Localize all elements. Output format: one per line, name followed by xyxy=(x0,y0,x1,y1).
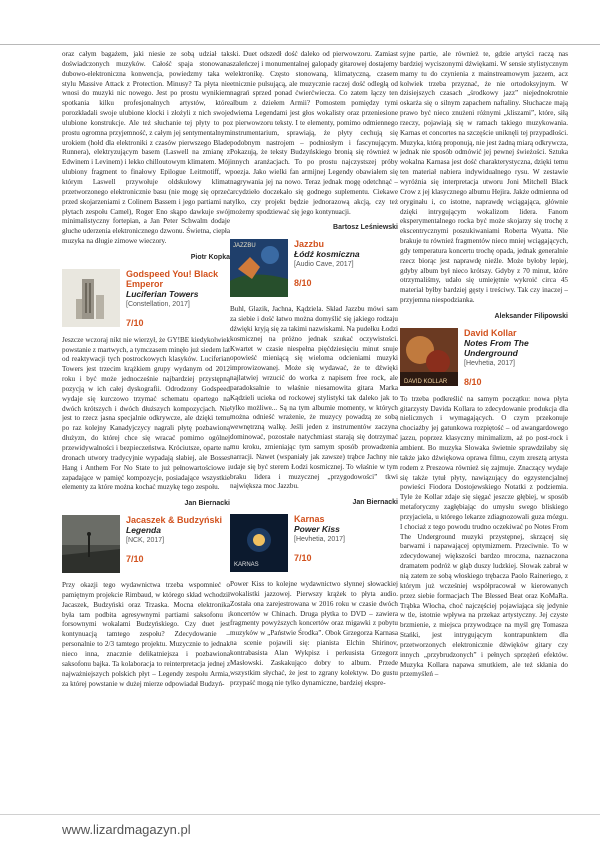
review-author: Bartosz Leśniewski xyxy=(333,224,398,232)
bottom-rule xyxy=(0,814,600,815)
review-text: Jeszcze wczoraj nikt nie wierzył, że GY!BE kiedykolwiek powstanie z martwych, a tymczasem minęło już siedem lat od reaktywacji tych postrockowych klasyków. Luciferian Towers jest trzecim krążkiem grupy wydanym od 2012 roku i być może jednocześnie najbardziej przystępną pozycją w ich całej dyskografii. Odrodzony Godspeed wydaje się kurczowo trzymać schematu opartego na dwóch krótszych i dwóch dłuższych kompozycjach. Nie jest to rzecz jasna specjalnie odkrywcze, ale dzięki temu po raz kolejny Kanadyjczycy nagrali płytę pozbawioną dłużyzn, do której chce się wracać pomimo ogólnej przewidywalności i bezpieczeństwa. Króciutsze, oparte na dronach utwory tradycyjnie wypadają słabiej, ale Bosses Hang i Anthem For No State to już pełnowartościowe i zapadające w pamięć kompozycje, posiadające wszystkie elementy za które można kochać muzykę tego zespołu. xyxy=(62,335,230,492)
review-info xyxy=(126,269,230,328)
review-author: Jan Biernacki xyxy=(184,500,230,508)
review-header xyxy=(230,239,398,297)
review-info xyxy=(126,515,222,573)
column-3 xyxy=(400,50,568,680)
review-score: 7/10 xyxy=(126,554,144,565)
review-text: Power Kiss to kolejne wydawnictwo słynnej słowackiej wokalistki jazzowej. Pierwszy krążek to płyta audio. Została ona zarejestrowana w 2016 roku w czasie dwóch koncertów w Chinach. Druga płytka to DVD – zawiera fragmenty powyższych koncertów oraz migawki z pobytu muzyków w „Państwie Środka”. Obok Grzegorza Karnasa na scenie pojawili się: pianista Elchin Shirinov, kontrabasista Alan Wykpisz i perkusista Grzegorz Masłowski. Zaskakująco dobry to album. Przede wszystkim słychać, że jest to zgrany kolektyw. Do gustu przypaść mogą nie tylko dynamiczne, bardziej ekspre- xyxy=(230,580,398,687)
svg-text:JAZZBU: JAZZBU xyxy=(233,243,256,250)
review-artist: David Kollar xyxy=(464,327,517,338)
review-score: 8/10 xyxy=(464,376,482,387)
review-label: [NCK, 2017] xyxy=(126,537,165,545)
review-score: 7/10 xyxy=(294,553,312,564)
review-text: syjne partie, ale również te, gdzie artyści raczą nas bardziej wyciszonymi dźwiękami. W sensie stylistycznym mamy tu do czynienia z mainstreamowym jazzem, acz kolwiek trzeba przyznać, że nie ortodoksyjnym. W dzisiejszych czasach „środkowy jazz” niejednokrotnie oskarża się o silnym zapachem naftaliny. Słuchacze mają prawo być nieco znużeni różnymi „kliszami”, które, siłą rzeczy, pojawiają się w ramach takiego muzykowania. Karnas et concortes na szczęście uniknęli tej przypadłości. Muzyka, którą proponują, nie jest żadną miarą odkrywcza, jednak nie sposób odmówić jej pewnej świeżości. Sztuka wokalna Karnasa jest dość charakterystyczna, dzięki temu ten materiał nabiera indywidualnego rysu. W zestawie wyróżnia się interpretacja utworu Joni Mitchell Black Crow z jej klasycznego albumu Hejira. Jakże odmienna od oryginału i, co istotne, naprawdę wciągająca, głównie dzięki intrygującym wokalizom lidera. Fanom eksperymentalnego rocka być może skojarzy się trochę z ekscentrycznymi poszukiwaniami Roberta Wyatta. Nie brakuje tu również fragmentów nieco mniej wciągających, gdy temperatura koncertu trochę opada, jednak generalnie rzecz biorąc jest naprawdę nieźle. Może byłoby lepiej, gdyby album był nieco krótszy. Gdyby z 70 minut, które otrzymaliśmy, udało się umiejętnie wykroić circa 45 materiał byłby bardziej gęsty i treściwy. Tak czy inaczej – przyjemna niespodzianka. xyxy=(400,50,568,305)
review-artist: Karnas xyxy=(294,514,325,525)
review-album-title: Luciferian Towers xyxy=(126,288,199,299)
review-score: 7/10 xyxy=(126,317,144,328)
review-info xyxy=(464,328,568,387)
review-album-title: Power Kiss xyxy=(294,524,340,535)
column-2 xyxy=(230,50,398,688)
review-label: [Hevhetia, 2017] xyxy=(464,359,515,367)
review-header xyxy=(400,328,568,387)
review-info xyxy=(294,514,345,572)
review-author: Aleksander Filipowski xyxy=(494,312,568,320)
review-album-title: Notes From The Underground xyxy=(464,337,529,358)
review-score: 8/10 xyxy=(294,278,312,289)
review-text: Buhl, Glazik, Jachna, Kądziela. Skład Jazzbu mówi sam za siebie i dość łatwo można domyślić się jakiego rodzaju dźwięki kryją się za takimi nazwiskami. Na pudełku Łodzi kosmicznej na próżno jednak szukać oczywistości. Kwartet w czasie niespełna pięćdziesięciu minut snuje opowieść mieniącą się wieloma odcieniami muzyki improwizowanej. Może się wydawać, że te dźwięki najlatwiej wrzucić do worka z napisem free rock, ale paradoksalnie to właśnie niesamowita gitara Marka Kądzieli ucieka od rockowej stylistyki tak daleko jak to tylko możliwe... Są na tym albumie momenty, w których można odnieść wrażenie, że muzycy powadzą ze sobą wewnętrzną walkę. Jeśli jeden z instrumentów zaczyna dominować, pozostałe natychmiast starają się dotrzymać mu kroku, zmieniając tym samym sposób prowadzenia narracji. Nawet (wspaniały jak zawsze) trąbce Jachny nie udaje się być sterem Łodzi kosmicznej. To właśnie w tym braku lidera i muzycznej „przygodowości” tkwi największa moc Jazzbu. xyxy=(230,305,398,491)
review-info xyxy=(294,239,360,297)
review-album-title: Łódź kosmiczna xyxy=(294,249,360,260)
review-text: oraz całym bagażem, jaki niesie ze sobą udział tak doświadczonych muzyków. Całość spaja stonowana dubowo-elektroniczna konwencja, powiedzmy taka w stylu Massive Attack z Protection. Minusy? Ta płyta nie wnosi do muzyki nic nowego. Jest po prostu wynikiem spotkania kilku profesjonalnych artystów, które porozkładali swoje ulubione klocki i złożyli z nich swoje ulubione konstrukcje. Ale też słuchanie tej płyty to po prostu ogromna przyjemność, z całym jej sentymentalnym urokiem (hołd dla elektroniki z czasów pierwszego Blade Runnera), elektryzującym basem (Laswell na zmianę z Edwinem i Levinem) i lekko chilloutowym klimatem. Mój ulubiony fragment to finałowy Epilogue Leitmotiff, w którym Laswell przywołuje oldskulowy klimat przetworzonego elektronicznie basu (nie mogę się oprzeć przed skojarzeniami z Colinem Bassem i jego partiami na płytach zespołu Camel), Roger Eno skąpo dawkuje swój minimalistyczny fortepian, a Jan Peter Schwalm dodaje głuche uderzenia elektronicznego dzwonu. Świetna, ciepła muzyka na długie zimowe wieczory. xyxy=(62,50,230,246)
album-cover xyxy=(230,239,288,297)
review-text: Przy okazji tego wydawnictwa trzeba wspomnieć o pamiętnym projekcie Rimbaud, w którego skład wchodził Jacaszek, Budzyński oraz Trzaska. Mocna elektronika była tam podbita agresywnymi partiami saksofonu i forsownymi wokalami Budzyńskiego. Czy duet jest kontynuacją tamtego zespołu? Zdecydowanie – personalnie to 2/3 tamtego projektu. Muzycznie to jednak nieco inna, znacznie delikatniejsza i pozbawiona saksofonu bajka. Ta kolaboracja to reinterpretacja jednej z najważniejszych polskich płyt – Legendy zespołu Armia, za której powstanie w dużej mierze odpowiadał Budzyń- xyxy=(62,581,230,688)
review-artist: Godspeed You! Black Emperor xyxy=(126,268,219,289)
review-header xyxy=(230,514,398,572)
album-cover xyxy=(62,269,120,327)
review-author: Jan Biernacki xyxy=(352,499,398,507)
review-artist: Jacaszek & Budzyński xyxy=(126,515,223,526)
review-author: Piotr Kopka xyxy=(190,253,230,261)
album-cover xyxy=(230,514,288,572)
review-text: ski. Duet odszedł dość daleko od pierwowzoru. Zamiast szaleńczej i monumentalnej galopady gitarowej dostajemy elektronikę. Często stonowaną, klimatyczną, czasem etnicznie pulsującą, ale muzycznie raczej dość odległą od nagrań sprzed ponad ćwierćwiecza. Co zatem łączy ten album z dziełem Armii? Pomostem pomiędzy tymi dwiema Legendami jest głos wokalisty oraz przeniesione z pierwowzoru teksty. I te elementy, pomimo odmiennego instrumentarium, sprawiają, że płyty cechują się podobnym nastrojem – podniosłym i fascynującym. Pokazują, że teksty Budzyńskiego bronią się również w innych aranżacjach. To po prostu najczystszej próby poezja. Jako wielki fan armijnej Legendy obawiałem się nagrywania jej na nowo. Teraz jednak mogę odetchnąć – arcydzieło doczekało się godnego suplementu. Ciekawe tylko, czy projekt będzie jednorazową akcją, czy też możemy spodziewać się jego kontynuacji. xyxy=(230,50,398,216)
album-cover xyxy=(400,328,458,386)
svg-text:KARNAS: KARNAS xyxy=(234,562,259,569)
review-text: To trzeba podkreślić na samym początku: nowa płyta gitarzysty Davida Kollara to zdecydowanie produkcja dla nielicznych i wymagających. O czym przekonuje chociażby jej gatunkowa rozpiętość – od awangardowego jazzu, poprzez klasyczny minimalizm, aż po post-rock i ambient. Bo muzyka Słowaka świetnie sprawdziłaby się także jako dźwiękowa oprawa filmu, czym zresztą artysta rodem z Preszowa również się zajmuje. Znaczący wydaje się także tytuł płyty, nawiązujący do egzystencjalnej powieści Fiodora Dostojewskiego Notatki z podziemia. Tyle że Kollar zdaje się sięgać jeszcze głębiej, w sposób metaforyczny zagłębiając do umysłu swego bliskiego przyjaciela, u którego lekarze zdiagnozowali guza mózgu. I chociaż z tego powodu trudno oczekiwać po Notes From The Underground muzyki przystępnej, skrzącej się barwami i napawającej optymizmem. Przeciwnie. To w zdecydowanej większości bardzo mroczna, naznaczona dramatem podróż w głąb duszy ludzkiej. Słowak zabrał w nią zatem ze sobą włoskiego trębacza Paolo Raineriego, z którym już wcześniej współpracował w kierowanych przez siebie formacjach The Blessed Beat oraz KoMaRa. Trąbka Włocha, choć najczęściej pojawiająca się jedynie w tle, istotnie wpływa na przekaz artystyczny. Jej czyste brzmienie, z miejsca przywodzące na myśl grę Tomasza Stańki, jest intrygującym kontrapunktem dla przetworzonych elektronicznie dźwięków gitary czy innych „przybrudzonych” i pełnych sprzężeń efektów. Muzyka Kollara napawa smutkiem, ale też skłania do przemyśleń – xyxy=(400,394,568,679)
footer-url[interactable]: www.lizardmagazyn.pl xyxy=(62,822,191,837)
review-label: [Constellation, 2017] xyxy=(126,300,190,308)
review-header xyxy=(62,269,230,328)
svg-text:DAVID KOLLAR: DAVID KOLLAR xyxy=(404,378,448,385)
review-label: [Hevhetia, 2017] xyxy=(294,536,345,544)
review-header xyxy=(62,515,230,573)
album-cover xyxy=(62,515,120,573)
review-artist: Jazzbu xyxy=(294,239,325,250)
top-rule xyxy=(0,44,600,45)
column-1 xyxy=(62,50,230,689)
review-album-title: Legenda xyxy=(126,525,161,536)
review-label: [Audio Cave, 2017] xyxy=(294,261,354,269)
